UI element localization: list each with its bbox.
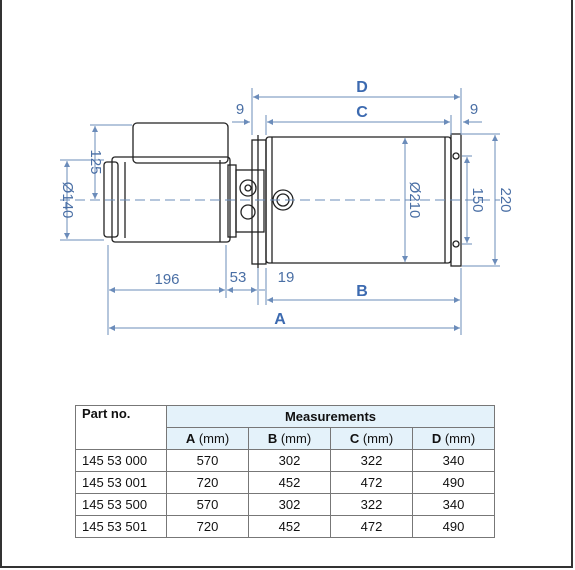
motor-body — [104, 123, 236, 242]
column-header-b: B (mm) — [249, 428, 331, 450]
dim-label-125: 125 — [87, 149, 104, 175]
value-d: 490 — [413, 472, 495, 494]
dim-label-9-left: 9 — [235, 101, 245, 118]
dim-label-D: D — [356, 79, 368, 96]
dim-label-53: 53 — [229, 269, 247, 286]
pump-body — [236, 135, 266, 268]
value-c: 322 — [331, 450, 413, 472]
table-row — [76, 516, 495, 538]
dim-label-9-right: 9 — [469, 101, 479, 118]
dim-label-220: 220 — [497, 187, 514, 213]
dim-label-A: A — [274, 311, 286, 328]
part-number: 145 53 001 — [76, 472, 167, 494]
measurements-header: Measurements — [167, 406, 495, 428]
column-header-d: D (mm) — [413, 428, 495, 450]
dim-label-196: 196 — [154, 271, 180, 288]
column-header-c: C (mm) — [331, 428, 413, 450]
value-b: 302 — [249, 450, 331, 472]
value-c: 472 — [331, 516, 413, 538]
value-a: 720 — [167, 472, 249, 494]
table-row — [76, 494, 495, 516]
dimension-lines — [60, 88, 500, 335]
table-header-row — [76, 406, 495, 428]
value-b: 452 — [249, 516, 331, 538]
value-b: 452 — [249, 472, 331, 494]
value-c: 322 — [331, 494, 413, 516]
dim-label-C: C — [356, 104, 368, 121]
part-number: 145 53 500 — [76, 494, 167, 516]
dim-label-140: Ø140 — [59, 181, 76, 219]
value-d: 490 — [413, 516, 495, 538]
value-b: 302 — [249, 494, 331, 516]
part-number: 145 53 000 — [76, 450, 167, 472]
table-row — [76, 472, 495, 494]
dim-label-210: Ø210 — [406, 181, 423, 219]
value-c: 472 — [331, 472, 413, 494]
measurements-table — [75, 405, 495, 538]
part-no-header: Part no. — [76, 406, 167, 450]
column-header-a: A (mm) — [167, 428, 249, 450]
value-a: 570 — [167, 494, 249, 516]
table-row — [76, 450, 495, 472]
dim-label-150: 150 — [469, 187, 486, 213]
value-d: 340 — [413, 450, 495, 472]
dim-label-19: 19 — [277, 269, 295, 286]
value-d: 340 — [413, 494, 495, 516]
value-a: 720 — [167, 516, 249, 538]
part-number: 145 53 501 — [76, 516, 167, 538]
dim-label-B: B — [356, 283, 368, 300]
value-a: 570 — [167, 450, 249, 472]
